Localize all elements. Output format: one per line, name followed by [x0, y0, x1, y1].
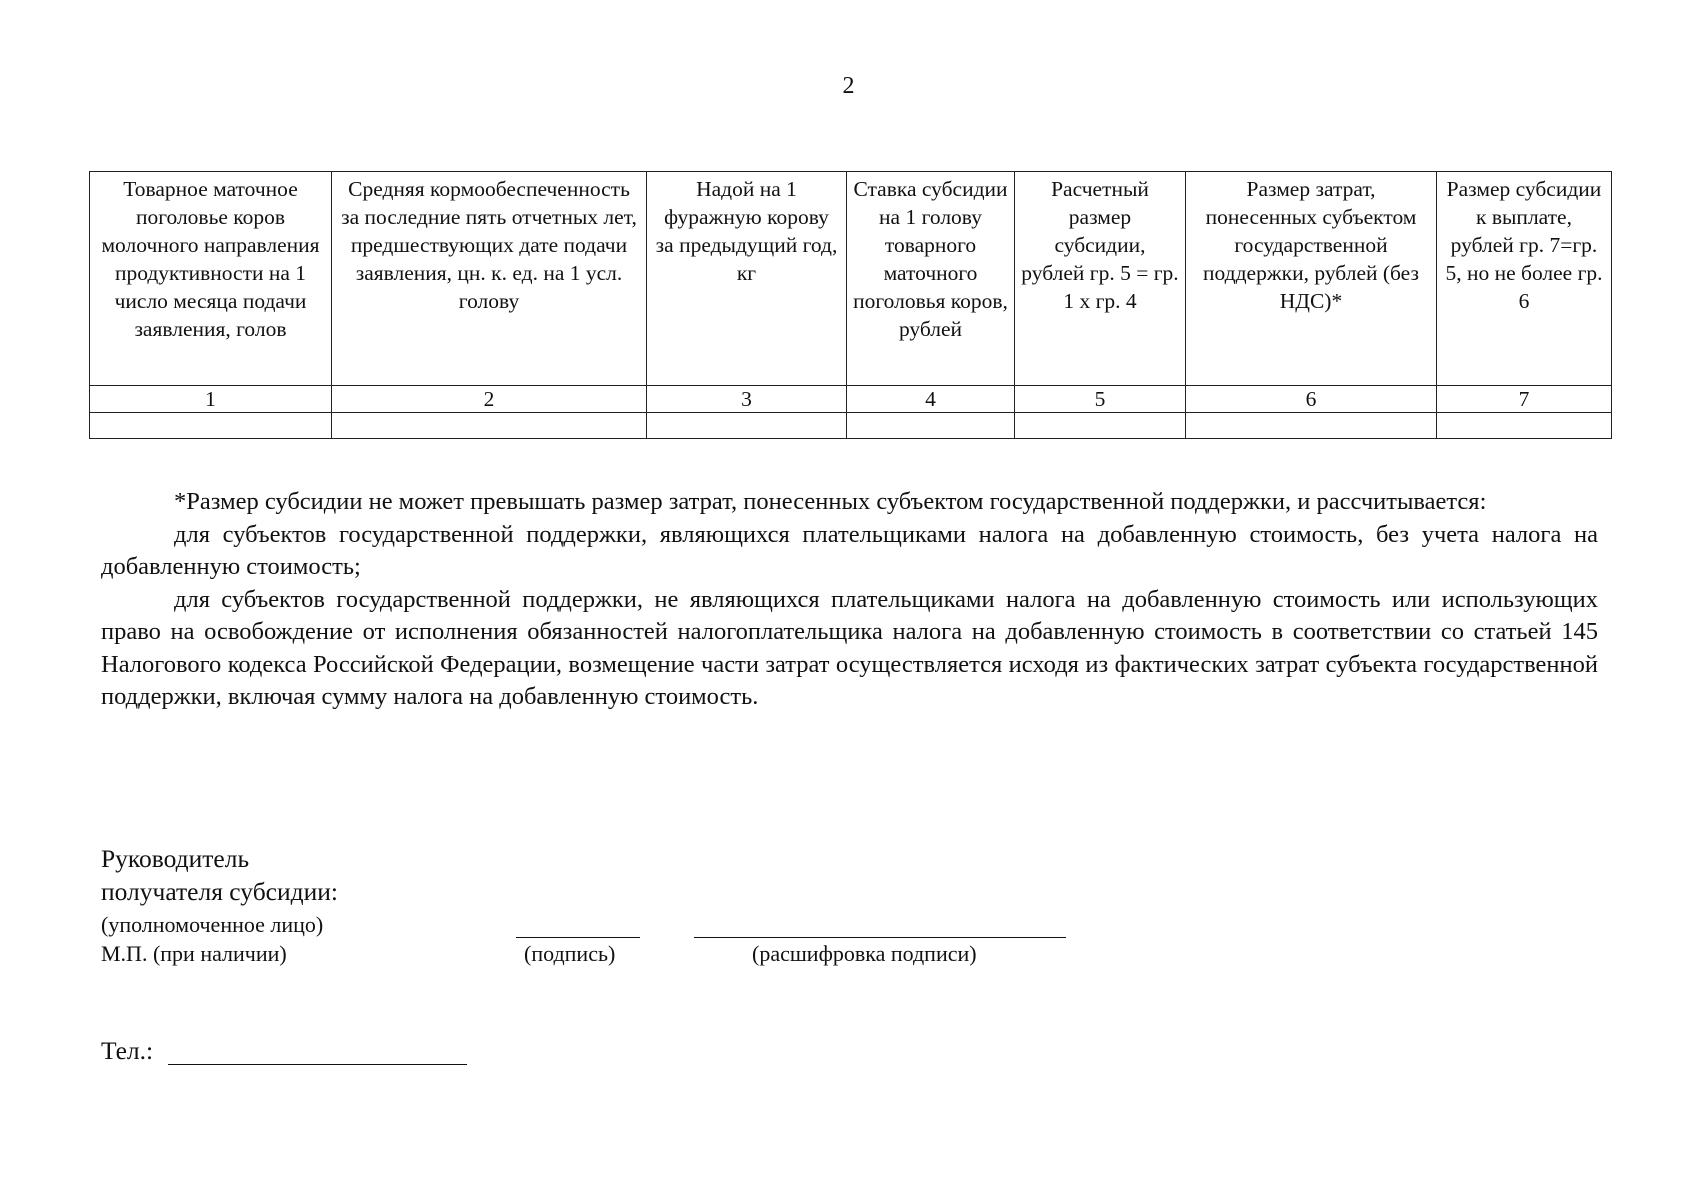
- header-cell-livestock: Товарное маточное поголовье коров молочного направления продуктивности на 1 число месяца подачи заявления, голов: [90, 172, 332, 386]
- page-number: 2: [842, 73, 855, 99]
- column-number-cell: 4: [847, 386, 1015, 413]
- signatory-title-line2: получателя субсидии:: [101, 877, 338, 906]
- header-cell-feed-supply: Средняя кормообеспеченность за последние пять отчетных лет, предшествующих дате подачи заявления, цн. к. ед. на 1 усл. голову: [332, 172, 647, 386]
- footnote-paragraph-vat-payers: для субъектов государственной поддержки, являющихся плательщиками налога на добавленную стоимость, без учета налога на добавленную стоимость;: [101, 520, 1598, 580]
- subsidy-calculation-table: [89, 171, 1612, 439]
- authorized-person-label: (уполномоченное лицо): [101, 912, 324, 937]
- empty-cell-estimated-subsidy[interactable]: [1015, 413, 1186, 439]
- signature-caption: (подпись): [524, 941, 616, 966]
- column-number-cell: 3: [647, 386, 847, 413]
- header-cell-costs: Размер затрат, понесенных субъектом государственной поддержки, рублей (без НДС)*: [1186, 172, 1437, 386]
- empty-cell-costs[interactable]: [1186, 413, 1437, 439]
- header-cell-subsidy-rate: Ставка субсидии на 1 голову товарного маточного поголовья коров, рублей: [847, 172, 1015, 386]
- phone-label: Тел.:: [101, 1036, 154, 1065]
- signature-line[interactable]: [516, 937, 640, 938]
- column-number-cell: 7: [1437, 386, 1612, 413]
- empty-cell-feed-supply[interactable]: [332, 413, 647, 439]
- footnote-block: [101, 486, 1598, 714]
- table-header-row: [90, 172, 1612, 386]
- column-number-cell: 1: [90, 386, 332, 413]
- empty-cell-subsidy-rate[interactable]: [847, 413, 1015, 439]
- signature-decoding-line[interactable]: [694, 937, 1066, 938]
- empty-cell-livestock[interactable]: [90, 413, 332, 439]
- header-cell-payable-subsidy: Размер субсидии к выплате, рублей гр. 7=гр. 5, но не более гр. 6: [1437, 172, 1612, 386]
- column-number-row: [90, 386, 1612, 413]
- phone-line[interactable]: [168, 1064, 467, 1065]
- header-cell-estimated-subsidy: Расчетный размер субсидии, рублей гр. 5 = гр. 1 х гр. 4: [1015, 172, 1186, 386]
- column-number-cell: 2: [332, 386, 647, 413]
- empty-cell-payable-subsidy[interactable]: [1437, 413, 1612, 439]
- signature-decoding-caption: (расшифровка подписи): [752, 941, 977, 966]
- footnote-paragraph-intro: *Размер субсидии не может превышать размер затрат, понесенных субъектом государственной поддержки, и рассчитывается:: [174, 488, 1487, 515]
- footnote-paragraph-non-vat-payers: для субъектов государственной поддержки, не являющихся плательщиками налога на добавленную стоимость или использующих право на освобождение от исполнения обязанностей налогоплательщика налога на добавленную стоимость в соответствии со статьей 145 Налогового кодекса Российской Федерации, возмещение части затрат осуществляется исходя из фактических затрат субъекта государственной поддержки, включая сумму налога на добавленную стоимость.: [101, 585, 1598, 710]
- empty-cell-milk-yield[interactable]: [647, 413, 847, 439]
- stamp-label: М.П. (при наличии): [101, 941, 287, 966]
- column-number-cell: 6: [1186, 386, 1437, 413]
- signatory-title-line1: Руководитель: [101, 844, 250, 873]
- column-number-cell: 5: [1015, 386, 1186, 413]
- empty-data-row: [90, 413, 1612, 439]
- header-cell-milk-yield: Надой на 1 фуражную корову за предыдущий год, кг: [647, 172, 847, 386]
